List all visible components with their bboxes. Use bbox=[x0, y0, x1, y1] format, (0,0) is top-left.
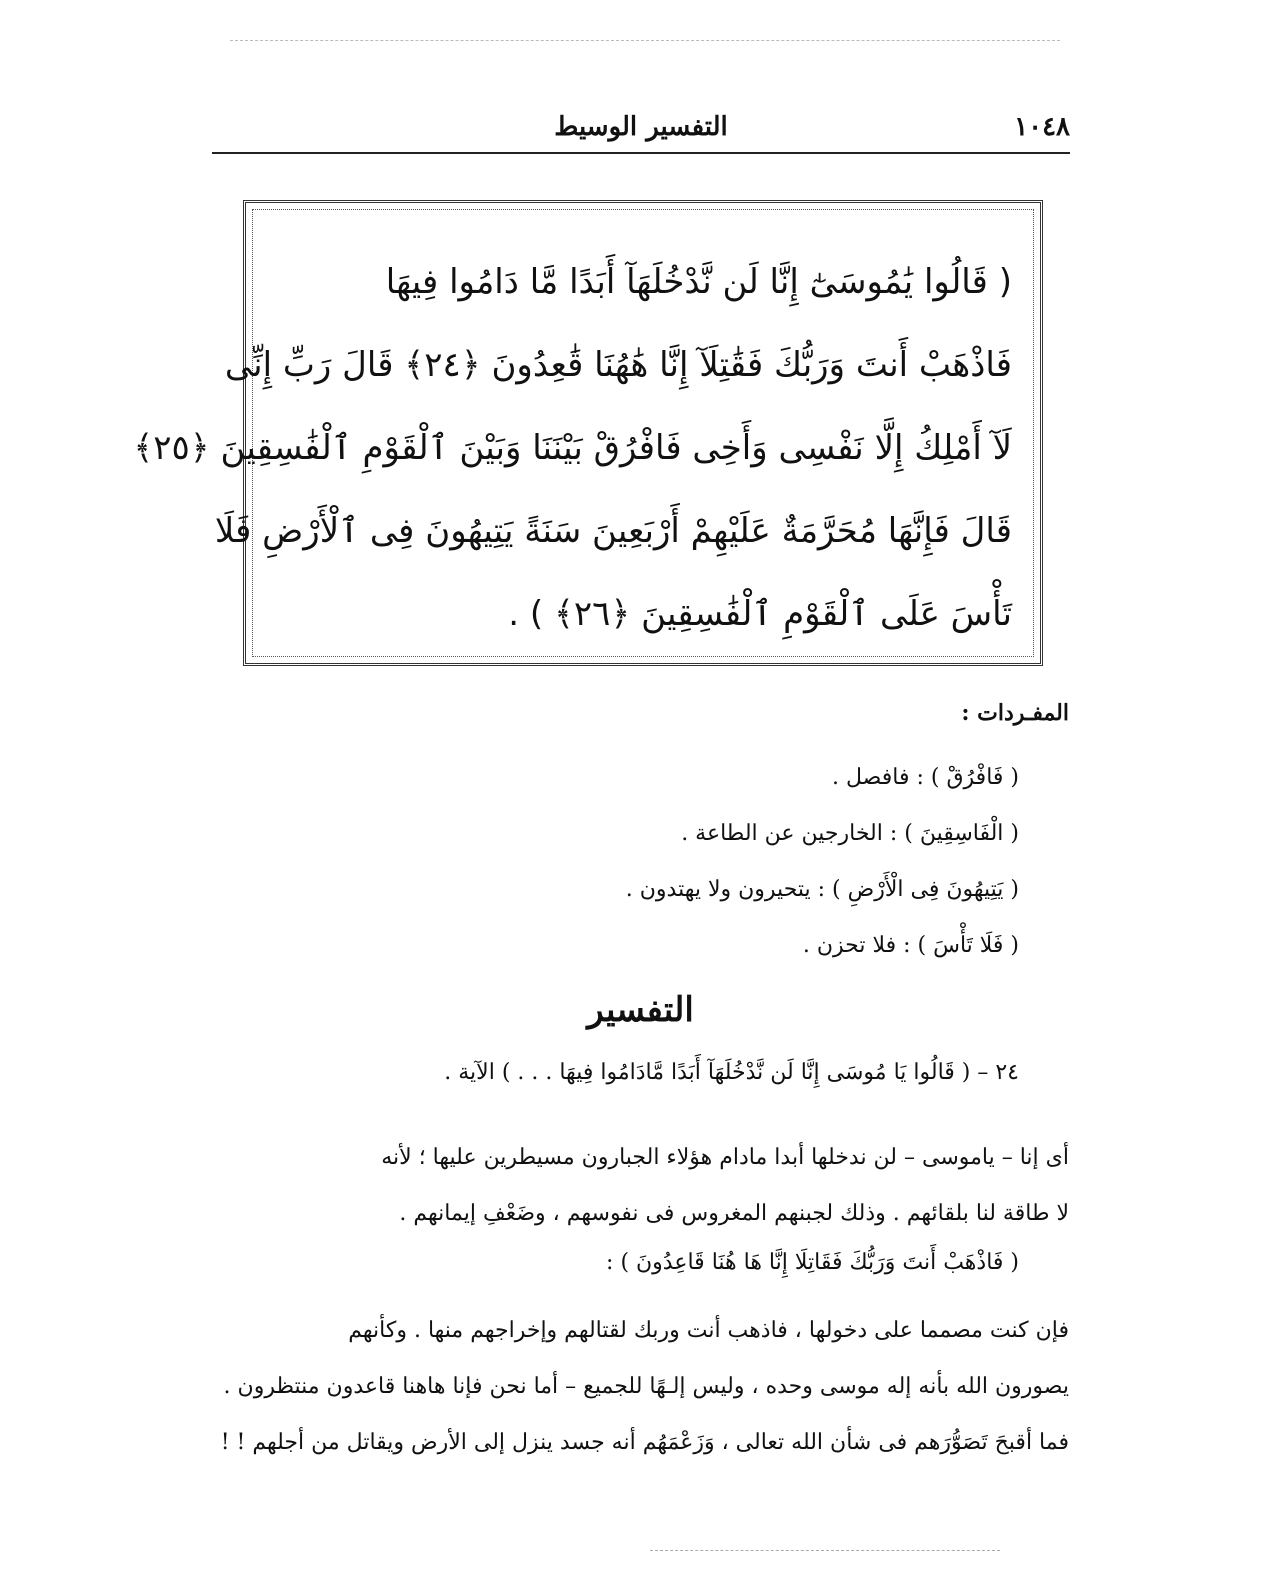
vocabulary-list bbox=[626, 750, 1019, 974]
quran-verse bbox=[133, 241, 1012, 656]
vocabulary-label: المفـردات : bbox=[961, 700, 1069, 726]
paragraph-line: يصورون الله بأنه إله موسى وحده ، وليس إلـهًا للجميع – أما نحن فإنا هاهنا قاعدون منتظرون . bbox=[223, 1374, 1069, 1399]
tafsir-paragraph bbox=[211, 1303, 1069, 1471]
verse-frame bbox=[133, 200, 1043, 666]
verse-reference: ٢٤ – ( قَالُوا يَا مُوسَى إِنَّا لَن نَّدْخُلَهَآ أَبَدًا مَّادَامُوا فِيهَا . . . ) الآية . bbox=[444, 1060, 1019, 1085]
tafsir-paragraph bbox=[211, 1130, 1069, 1242]
paragraph-line: لا طاقة لنا بلقائهم . وذلك لجبنهم المغروس فى نفوسهم ، وضَعْفِ إيمانهم . bbox=[399, 1201, 1069, 1226]
verse-line: قَالَ فَإِنَّهَا مُحَرَّمَةٌ عَلَيْهِمْ أَرْبَعِينَ سَنَةً يَتِيهُونَ فِى ٱلْأَرْضِ فَلَا bbox=[214, 511, 1012, 551]
paragraph-line: فما أقبحَ تَصَوُّرَهم فى شأن الله تعالى ، وَزَعْمَهُم أنه جسد ينزل إلى الأرض ويقاتل من أجلهم ! ! bbox=[220, 1430, 1069, 1455]
page-header bbox=[212, 112, 1070, 154]
verse-subheading: ( فَاذْهَبْ أَنتَ وَرَبُّكَ فَقَاتِلَا إِنَّا هَا هُنَا قَاعِدُونَ ) : bbox=[606, 1250, 1019, 1275]
verse-line: تَأْسَ عَلَى ٱلْقَوْمِ ٱلْفَٰسِقِينَ ﴿٢٦﴾ ) . bbox=[508, 594, 1012, 634]
verse-line: لَآ أَمْلِكُ إِلَّا نَفْسِى وَأَخِى فَافْرُقْ بَيْنَنَا وَبَيْنَ ٱلْقَوْمِ ٱلْفَٰسِقِينَ ﴿٢٥﴾ bbox=[133, 428, 1012, 468]
page-number: ١٠٤٨ bbox=[1014, 112, 1070, 142]
verse-line: فَاذْهَبْ أَنتَ وَرَبُّكَ فَقَٰتِلَآ إِنَّا هَٰهُنَا قَٰعِدُونَ ﴿٢٤﴾ قَالَ رَبِّ إِنِّى bbox=[224, 345, 1012, 385]
vocabulary-item: ( فَلَا تَأْسَ ) : فلا تحزن . bbox=[802, 933, 1019, 958]
tafsir-heading: التفسير bbox=[587, 990, 694, 1030]
top-scan-line bbox=[230, 40, 1060, 41]
vocabulary-item: ( فَافْرُقْ ) : فافصل . bbox=[832, 765, 1019, 790]
paragraph-line: فإن كنت مصمما على دخولها ، فاذهب أنت وربك لقتالهم وإخراجهم منها . وكأنهم bbox=[348, 1318, 1069, 1343]
verse-line: ( قَالُوا يَٰمُوسَىٰٓ إِنَّا لَن نَّدْخُلَهَآ أَبَدًا مَّا دَامُوا فِيهَا bbox=[385, 262, 1012, 302]
paragraph-line: أى إنا – ياموسى – لن ندخلها أبدا مادام هؤلاء الجبارون مسيطرين عليها ؛ لأنه bbox=[381, 1145, 1069, 1170]
vocabulary-item: ( يَتِيهُونَ فِى الْأَرْضِ ) : يتحيرون ولا يهتدون . bbox=[625, 877, 1019, 902]
bottom-scan-line bbox=[650, 1550, 1000, 1551]
book-title: التفسير الوسيط bbox=[554, 112, 728, 142]
vocabulary-item: ( الْفَاسِقِينَ ) : الخارجين عن الطاعة . bbox=[681, 821, 1019, 846]
